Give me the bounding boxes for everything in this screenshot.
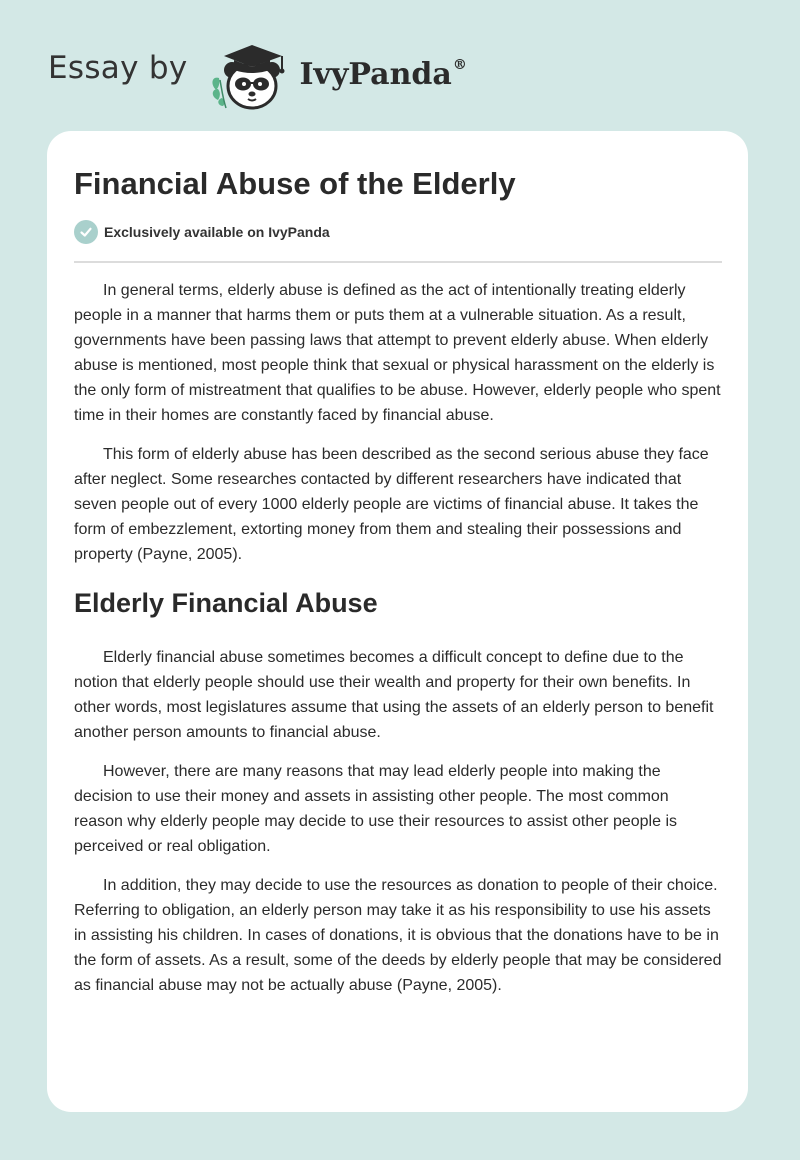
paragraph: This form of elderly abuse has been described as the second serious abuse they face after neglect. Some researches contacted by different researchers have indicated that seven people out of every 1000 elderly people are victims of financial abuse. It takes the form of embezzlement, extorting money from them and stealing their possessions and property (Payne, 2005). bbox=[74, 446, 709, 563]
essay-body bbox=[74, 278, 722, 1012]
brand-name-text: IvyPanda bbox=[299, 56, 452, 92]
essay-by-label: Essay by bbox=[48, 50, 188, 86]
exclusive-badge bbox=[74, 220, 330, 244]
section-heading: Elderly Financial Abuse bbox=[74, 588, 378, 618]
panda-logo-icon[interactable] bbox=[206, 36, 296, 112]
registered-mark: ® bbox=[452, 56, 467, 73]
essay-title: Financial Abuse of the Elderly bbox=[74, 166, 516, 201]
paragraph: Elderly financial abuse sometimes becomes a difficult concept to define due to the notion that elderly people should use their wealth and property for their own benefits. In other words, most legislatures assume that using the assets of an elderly person to benefit another person amounts to financial abuse. bbox=[74, 649, 714, 741]
brand-name[interactable] bbox=[300, 57, 467, 92]
paragraph: However, there are many reasons that may lead elderly people into making the decision to use their money and assets in assisting other people. The most common reason why elderly people may decide to use their resources to assist other people is perceived or real obligation. bbox=[74, 763, 677, 855]
site-header bbox=[48, 36, 467, 112]
check-icon bbox=[74, 220, 98, 244]
title-divider bbox=[74, 261, 722, 263]
paragraph: In general terms, elderly abuse is defined as the act of intentionally treating elderly people in a manner that harms them or puts them at a vulnerable situation. As a result, governments have been passing laws that attempt to prevent elderly abuse. When elderly abuse is mentioned, most people think that sexual or physical harassment on the elderly is the only form of mistreatment that qualifies to be abuse. However, elderly people who spent time in their homes are constantly faced by financial abuse. bbox=[74, 282, 721, 424]
exclusive-badge-text: Exclusively available on IvyPanda bbox=[104, 224, 330, 240]
paragraph: In addition, they may decide to use the resources as donation to people of their choice. Referring to obligation, an elderly person may take it as his responsibility to use his assets in assisting his children. In cases of donations, it is obvious that the donations have to be in the form of assets. As a result, some of the deeds by elderly people that may be considered as financial abuse may not be actually abuse (Payne, 2005). bbox=[74, 877, 722, 994]
essay-card bbox=[47, 131, 748, 1112]
